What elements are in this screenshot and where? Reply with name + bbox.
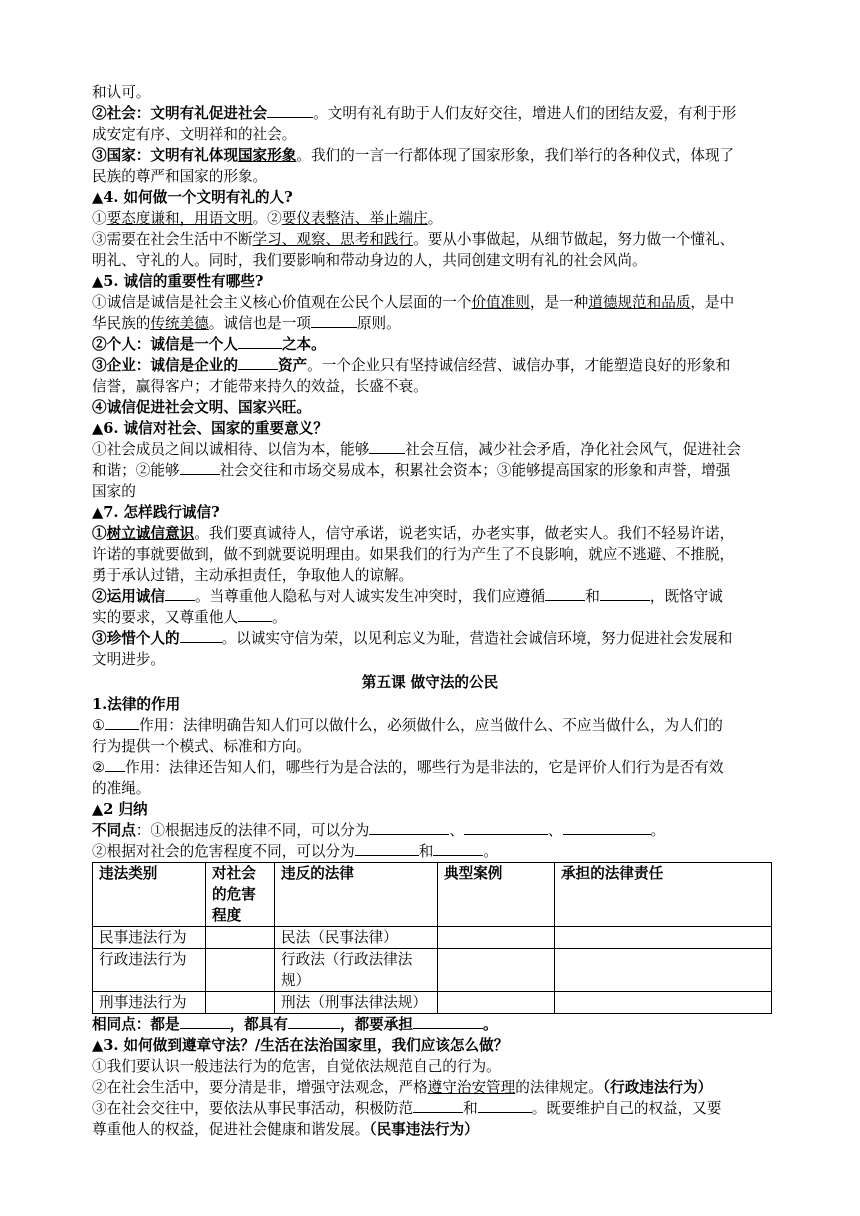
illegal-acts-table: [92, 862, 772, 1014]
table-cell: [555, 949, 772, 992]
text: ①诚信是诚信是社会主义核心价值观在公民个人层面的一个: [92, 294, 472, 311]
q4-line-3: 明礼、守礼的人。同时，我们要影响和带动身边的人，共同创建文明有礼的社会风尚。: [92, 252, 647, 269]
q5-line-5: 信誉，赢得客户；才能带来持久的效益，长盛不衰。: [92, 378, 428, 395]
s1-line-3: [92, 757, 768, 778]
underlined-term: 树立诚信意识: [106, 525, 195, 542]
text: 。我们的一言一行都体现了国家形象，我们举行的各种仪式，体现了: [296, 147, 735, 164]
text: 。: [483, 843, 498, 860]
text: 。以诚实守信为荣，以见利忘义为耻，营造社会诚信环境，努力促进社会发展和: [221, 630, 733, 647]
q7-line-1: [92, 523, 768, 544]
text: 资产: [277, 357, 308, 374]
question-5-heading: ▲5. 诚信的重要性有哪些?: [92, 273, 264, 290]
text: 和谐；②能够: [92, 462, 180, 479]
text: 。要从小事做起，从细节做起，努力做一个懂礼、: [413, 231, 735, 248]
text: 社会互信，减少社会矛盾，净化社会风气，促进社会: [405, 441, 741, 458]
table-header-row: [93, 863, 772, 927]
fill-blank: [478, 1098, 532, 1113]
text: ③企业：诚信是企业的: [92, 357, 238, 374]
text: 。: [482, 1016, 498, 1033]
text: 社会交往和市场交易成本，积累社会资本；③能够提高国家的形象和声誉，增强: [219, 462, 731, 479]
table-cell: 民法（民事法律）: [275, 927, 438, 949]
underlined-term: 价值准则: [471, 294, 530, 311]
question-4-heading: ▲4. 如何做一个文明有礼的人?: [92, 189, 293, 206]
table-cell: [438, 949, 555, 992]
q7-line-6: [92, 628, 768, 649]
text: ②运用诚信: [92, 588, 165, 605]
text: 尊重他人的权益，促进社会健康和谐发展。: [92, 1121, 370, 1138]
same-points-line: [92, 1014, 768, 1035]
question-6-heading: ▲6. 诚信对社会、国家的重要意义？: [92, 420, 328, 437]
text: ②在社会生活中，要分清是非，增强守法观念，严格: [92, 1079, 428, 1096]
underlined-term: 国家形象: [237, 147, 297, 164]
text: 。一个企业只有坚持诚信经营、诚信办事，才能塑造良好的形象和: [307, 357, 731, 374]
fill-blank: [311, 313, 357, 328]
q7-line-4: [92, 586, 768, 607]
underlined-term: 传统美德: [150, 315, 209, 332]
text: ①社会成员之间以诚相待、以信为本，能够: [92, 441, 370, 458]
text: ③需要在社会生活中不断: [92, 231, 253, 248]
q5-line-4: [92, 355, 768, 376]
underlined-term: 遵守治安管理: [427, 1079, 516, 1096]
document-page: [92, 82, 768, 1140]
underlined-term: 要态度谦和，用语文明: [106, 210, 253, 227]
text: 的法律规定。: [515, 1079, 603, 1096]
text: ③国家：文明有礼体现: [92, 147, 238, 164]
text: ②个人：诚信是一个人: [92, 336, 238, 353]
q3-line-2: [92, 1077, 768, 1098]
text: 不同点: [92, 822, 136, 839]
text: ，都具有: [229, 1016, 288, 1033]
text: 和: [463, 1100, 478, 1117]
text: 。诚信也是一项: [208, 315, 311, 332]
q3-line-1: ①我们要认识一般违法行为的危害，自觉依法规范自己的行为。: [92, 1058, 501, 1075]
text: 、: [449, 822, 464, 839]
table-row: [93, 927, 772, 949]
fill-blank: [355, 841, 419, 856]
table-header-cell: 对社会的危害程度: [206, 863, 275, 927]
text: ①: [92, 210, 107, 227]
society-point: [92, 103, 768, 124]
nation-point-cont: [92, 166, 768, 187]
fill-blank: [267, 103, 313, 118]
fill-blank: [180, 628, 222, 643]
s1-line-1: [92, 715, 768, 736]
table-header-cell: 违反的法律: [275, 863, 438, 927]
q6-line-3: 国家的: [92, 483, 136, 500]
fill-blank: [238, 334, 282, 349]
text: 。②: [252, 210, 282, 227]
text: ③珍惜个人的: [92, 630, 180, 647]
fill-blank: [545, 586, 585, 601]
table-cell: [206, 949, 275, 992]
text: 之本。: [281, 336, 326, 353]
text: 成安定有序、文明祥和的社会。: [92, 126, 297, 143]
fill-blank: [288, 1014, 340, 1029]
fill-blank: [105, 757, 125, 772]
table-cell: 刑事违法行为: [93, 992, 206, 1014]
fill-blank: [165, 586, 195, 601]
nation-point: [92, 145, 768, 166]
fill-blank: [369, 820, 449, 835]
text: ，是一种: [529, 294, 589, 311]
text: ，是中: [690, 294, 735, 311]
text: 。: [427, 210, 443, 227]
underlined-term: 要仪表整洁、举止端庄: [281, 210, 428, 227]
text: 作用：法律还告知人们，哪些行为是合法的，哪些行为是非法的，它是评价人们行为是否有效: [125, 759, 724, 776]
text: ①: [92, 525, 107, 542]
table-cell: 刑法（刑事法律法规）: [275, 992, 438, 1014]
text: 和: [418, 843, 434, 860]
fill-blank: [464, 820, 548, 835]
continuation-text: [92, 82, 768, 103]
text: ②根据对社会的危害程度不同，可以分为: [92, 843, 355, 860]
text: ③在社会交往中，要依法从事民事活动，积极防范: [92, 1100, 414, 1117]
q4-line-1: [92, 208, 768, 229]
fill-blank: [180, 460, 220, 475]
text: 。我们要真诚待人，信守承诺，说老实话，办老实事，做老实人。我们不轻易许诺，: [194, 525, 735, 542]
s2-diff-line-1: [92, 820, 768, 841]
table-header-cell: 承担的法律责任: [555, 863, 772, 927]
q3-line-3: [92, 1098, 768, 1119]
text: 。: [650, 822, 666, 839]
fill-blank: [105, 715, 139, 730]
table-cell: [555, 992, 772, 1014]
q4-line-2: [92, 229, 768, 250]
fill-blank: [238, 355, 278, 370]
table-cell: [206, 927, 275, 949]
table-cell: [438, 992, 555, 1014]
q7-line-2: 许诺的事就要做到，做不到就要说明理由。如果我们的行为产生了不良影响，就应不逃避、不推脱，: [92, 546, 735, 563]
text: 民族的尊严和国家的形象。: [92, 168, 268, 185]
fill-blank: [600, 586, 650, 601]
table-header-cell: 违法类别: [93, 863, 206, 927]
text: 。: [271, 609, 287, 626]
table-row: [93, 949, 772, 992]
q6-line-1: [92, 439, 768, 460]
society-point-cont: [92, 124, 768, 145]
s2-diff-line-2: [92, 841, 768, 862]
text: 华民族的: [92, 315, 151, 332]
table-header-cell: 典型案例: [438, 863, 555, 927]
underlined-term: 学习、观察、思考和践行: [252, 231, 414, 248]
fill-blank: [413, 1098, 463, 1113]
table-cell: 行政法（行政法律法规）: [275, 949, 438, 992]
text: 原则。: [356, 315, 401, 332]
table-row: [93, 992, 772, 1014]
question-7-heading: ▲7. 怎样践行诚信?: [92, 504, 220, 521]
text: ①: [92, 717, 106, 734]
text: （行政违法行为）: [602, 1079, 713, 1096]
text: 相同点：都是: [92, 1016, 180, 1033]
q5-line-2: [92, 313, 768, 334]
q5-line-6: ④诚信促进社会文明、国家兴旺。: [92, 399, 311, 416]
text: ，都要承担: [339, 1016, 413, 1033]
q3-line-4: [92, 1119, 768, 1140]
table-cell: [555, 927, 772, 949]
q6-line-2: [92, 460, 768, 481]
text: 和: [585, 588, 600, 605]
text: ：①根据违反的法律不同，可以分为: [135, 822, 370, 839]
lesson-title: 第五课 做守法的公民: [361, 674, 499, 691]
text: 。当尊重他人隐私与对人诚实发生冲突时，我们应遵循: [194, 588, 546, 605]
underlined-term: 道德规范和品质: [588, 294, 691, 311]
fill-blank: [433, 841, 483, 856]
table-cell: [438, 927, 555, 949]
q5-line-1: [92, 292, 768, 313]
fill-blank: [413, 1014, 483, 1029]
text: 。既要维护自己的权益，又要: [531, 1100, 722, 1117]
text: ②社会：文明有礼促进社会: [92, 105, 268, 122]
q7-line-3: 勇于承认过错，主动承担责任，争取他人的谅解。: [92, 567, 414, 584]
s1-line-2: 行为提供一个模式、标准和方向。: [92, 738, 311, 755]
fill-blank: [238, 607, 272, 622]
table-cell: 民事违法行为: [93, 927, 206, 949]
text: ，既恪守诚: [649, 588, 723, 605]
text: （民事违法行为）: [369, 1121, 479, 1138]
question-3-heading: ▲3. 如何做到遵章守法？/生活在法治国家里，我们应该怎么做？: [92, 1037, 509, 1054]
q5-line-3: [92, 334, 768, 355]
fill-blank: [180, 1014, 230, 1029]
q7-line-7: 文明进步。: [92, 651, 165, 668]
section-1-heading: 1.法律的作用: [92, 696, 181, 713]
text: 。文明有礼有助于人们友好交往，增进人们的团结友爱，有利于形: [313, 105, 737, 122]
text: ②: [92, 759, 106, 776]
table-cell: 行政违法行为: [93, 949, 206, 992]
table-cell: [206, 992, 275, 1014]
s1-line-4: 的准绳。: [92, 780, 151, 797]
fill-blank: [369, 439, 405, 454]
fill-blank: [563, 820, 651, 835]
text: 、: [547, 822, 563, 839]
text: 和认可。: [92, 84, 151, 101]
text: 作用：法律明确告知人们可以做什么，必须做什么，应当做什么、不应当做什么，为人们的: [139, 717, 723, 734]
q7-line-5: [92, 607, 768, 628]
text: 实的要求，又尊重他人: [92, 609, 238, 626]
section-2-heading: ▲2 归纳: [92, 801, 148, 818]
